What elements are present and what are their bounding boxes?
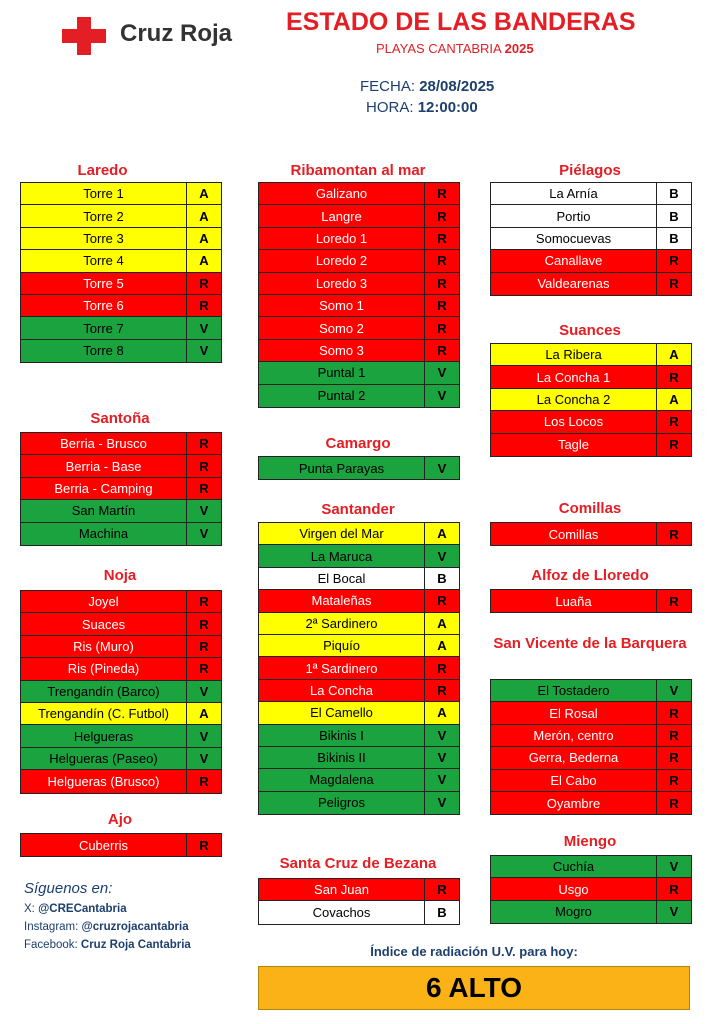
social-links bbox=[24, 880, 244, 957]
time-value: 12:00:00 bbox=[417, 99, 478, 116]
beach-row bbox=[491, 878, 691, 900]
beach-name: Galizano bbox=[259, 183, 425, 204]
beach-row bbox=[21, 703, 221, 725]
flag-status: V bbox=[199, 320, 209, 336]
beach-row bbox=[491, 680, 691, 702]
beach-row bbox=[21, 295, 221, 317]
flag-status: R bbox=[199, 837, 209, 853]
beach-row bbox=[21, 250, 221, 272]
flag-status: A bbox=[669, 347, 679, 363]
page-subtitle bbox=[376, 41, 534, 56]
beach-row bbox=[491, 273, 691, 295]
flag-status: R bbox=[669, 414, 679, 430]
beach-row bbox=[491, 702, 691, 724]
flag-status: B bbox=[669, 230, 679, 246]
social-lead: Síguenos en: bbox=[24, 880, 113, 897]
beach-row bbox=[21, 523, 221, 545]
beach-row bbox=[21, 273, 221, 295]
beach-name: Valdearenas bbox=[491, 273, 657, 295]
beach-row bbox=[491, 344, 691, 366]
beach-name: Bikinis II bbox=[259, 747, 425, 768]
flag-status: R bbox=[437, 882, 447, 898]
beach-table-ribamontan-al-mar bbox=[258, 182, 460, 408]
date-line bbox=[360, 78, 494, 95]
beach-name: Torre 7 bbox=[21, 317, 187, 338]
beach-row bbox=[491, 366, 691, 388]
subtitle-year: 2025 bbox=[504, 41, 534, 56]
beach-row bbox=[491, 523, 691, 545]
beach-row bbox=[259, 385, 459, 407]
beach-row bbox=[491, 411, 691, 433]
beach-name: Ris (Pineda) bbox=[21, 658, 187, 679]
beach-row bbox=[491, 590, 691, 612]
flag-status: R bbox=[669, 593, 679, 609]
beach-name: Berria - Camping bbox=[21, 478, 187, 499]
beach-name: Torre 1 bbox=[21, 183, 187, 204]
beach-name: El Cabo bbox=[491, 770, 657, 791]
social-facebook[interactable] bbox=[24, 939, 244, 951]
section-heading-laredo: Laredo bbox=[77, 162, 128, 179]
beach-name: Bikinis I bbox=[259, 725, 425, 746]
time-label: HORA: bbox=[366, 99, 414, 116]
beach-name: La Arnía bbox=[491, 183, 657, 204]
flag-status: R bbox=[199, 436, 209, 452]
beach-row bbox=[21, 228, 221, 250]
beach-name: 2ª Sardinero bbox=[259, 613, 425, 634]
flag-status: R bbox=[669, 772, 679, 788]
beach-name: Peligros bbox=[259, 792, 425, 814]
flag-status: V bbox=[669, 904, 679, 920]
beach-name: Canallave bbox=[491, 250, 657, 271]
beach-row bbox=[21, 205, 221, 227]
section-heading-santander: Santander bbox=[321, 501, 395, 518]
beach-row bbox=[491, 183, 691, 205]
flag-status: V bbox=[669, 859, 679, 875]
flag-status: R bbox=[669, 705, 679, 721]
beach-name: Somo 3 bbox=[259, 340, 425, 361]
beach-table-santa-cruz-de-bezana bbox=[258, 878, 460, 925]
beach-row bbox=[21, 748, 221, 770]
beach-name: San Martín bbox=[21, 500, 187, 521]
beach-row bbox=[259, 273, 459, 295]
beach-row bbox=[259, 680, 459, 702]
beach-table-miengo bbox=[490, 855, 692, 924]
social-x[interactable] bbox=[24, 903, 244, 915]
beach-table-ajo bbox=[20, 833, 222, 857]
flag-status: R bbox=[437, 230, 447, 246]
flag-status: R bbox=[669, 526, 679, 542]
beach-name: La Ribera bbox=[491, 344, 657, 365]
beach-name: Somo 2 bbox=[259, 317, 425, 338]
beach-name: La Concha bbox=[259, 680, 425, 701]
beach-name: El Rosal bbox=[491, 702, 657, 723]
beach-name: La Concha 2 bbox=[491, 389, 657, 410]
time-line bbox=[366, 99, 478, 116]
flag-status: B bbox=[669, 186, 679, 202]
beach-row bbox=[491, 250, 691, 272]
beach-table-noja bbox=[20, 590, 222, 794]
flag-status: A bbox=[437, 638, 447, 654]
beach-name: Oyambre bbox=[491, 792, 657, 814]
flag-status: V bbox=[199, 750, 209, 766]
beach-table-laredo bbox=[20, 182, 222, 363]
section-heading-miengo: Miengo bbox=[563, 833, 617, 850]
beach-row bbox=[21, 658, 221, 680]
flag-status: R bbox=[669, 276, 679, 292]
beach-table-pielagos bbox=[490, 182, 692, 296]
date-value: 28/08/2025 bbox=[419, 78, 495, 95]
flag-status: R bbox=[199, 616, 209, 632]
beach-name: San Juan bbox=[259, 879, 425, 900]
section-heading-ribamontan-al-mar: Ribamontan al mar bbox=[290, 162, 426, 179]
flag-status: A bbox=[199, 186, 209, 202]
beach-row bbox=[259, 769, 459, 791]
flag-status: R bbox=[437, 275, 447, 291]
beach-name: Cuchía bbox=[491, 856, 657, 877]
beach-table-santona bbox=[20, 432, 222, 546]
beach-name: El Bocal bbox=[259, 568, 425, 589]
beach-name: Helgueras (Paseo) bbox=[21, 748, 187, 769]
beach-row bbox=[21, 500, 221, 522]
beach-name: Cuberris bbox=[21, 834, 187, 856]
section-heading-pielagos: Piélagos bbox=[559, 162, 621, 179]
beach-row bbox=[491, 205, 691, 227]
section-heading-santona: Santoña bbox=[90, 410, 150, 427]
beach-name: Piquío bbox=[259, 635, 425, 656]
beach-name: Luaña bbox=[491, 590, 657, 612]
flag-status: A bbox=[199, 706, 209, 722]
beach-name: Covachos bbox=[259, 901, 425, 923]
beach-row bbox=[21, 455, 221, 477]
flag-status: R bbox=[669, 881, 679, 897]
flag-status: R bbox=[669, 750, 679, 766]
section-heading-santa-cruz-de-bezana: Santa Cruz de Bezana bbox=[279, 855, 437, 872]
beach-row bbox=[21, 183, 221, 205]
social-fb-handle: Cruz Roja Cantabria bbox=[80, 939, 191, 951]
flag-status: V bbox=[437, 388, 447, 404]
flag-status: V bbox=[669, 683, 679, 699]
beach-row bbox=[491, 434, 691, 456]
flag-status: A bbox=[199, 208, 209, 224]
beach-name: Puntal 1 bbox=[259, 362, 425, 383]
beach-name: Tagle bbox=[491, 434, 657, 456]
beach-name: Loredo 1 bbox=[259, 228, 425, 249]
flag-status: R bbox=[437, 208, 447, 224]
beach-name: 1ª Sardinero bbox=[259, 657, 425, 678]
beach-name: Torre 3 bbox=[21, 228, 187, 249]
beach-table-suances bbox=[490, 343, 692, 457]
beach-name: Trengandín (Barco) bbox=[21, 681, 187, 702]
beach-name: Suaces bbox=[21, 613, 187, 634]
beach-name: Virgen del Mar bbox=[259, 523, 425, 544]
beach-row bbox=[21, 340, 221, 362]
beach-name: Merón, centro bbox=[491, 725, 657, 746]
beach-row bbox=[491, 747, 691, 769]
beach-name: Mogro bbox=[491, 901, 657, 923]
subtitle-region: PLAYAS CANTABRIA bbox=[376, 41, 501, 56]
page-title: ESTADO DE LAS BANDERAS bbox=[286, 8, 636, 36]
beach-name: Berria - Brusco bbox=[21, 433, 187, 454]
flag-status: V bbox=[437, 750, 447, 766]
flag-status: R bbox=[199, 458, 209, 474]
beach-row bbox=[259, 702, 459, 724]
beach-row bbox=[259, 228, 459, 250]
flag-status: R bbox=[199, 480, 209, 496]
flag-status: V bbox=[199, 503, 209, 519]
social-ig-handle: @cruzrojacantabria bbox=[81, 921, 189, 933]
beach-name: Helgueras bbox=[21, 725, 187, 746]
flag-status: V bbox=[437, 772, 447, 788]
beach-name: El Tostadero bbox=[491, 680, 657, 701]
beach-row bbox=[21, 681, 221, 703]
beach-table-san-vicente-de-la-barquera bbox=[490, 679, 692, 815]
flag-status: V bbox=[437, 460, 447, 476]
beach-row bbox=[259, 613, 459, 635]
beach-row bbox=[259, 545, 459, 567]
social-instagram[interactable] bbox=[24, 921, 244, 933]
beach-name: Trengandín (C. Futbol) bbox=[21, 703, 187, 724]
beach-row bbox=[259, 523, 459, 545]
beach-name: Gerra, Bederna bbox=[491, 747, 657, 768]
beach-row bbox=[21, 770, 221, 792]
beach-name: Portio bbox=[491, 205, 657, 226]
beach-row bbox=[259, 340, 459, 362]
beach-row bbox=[21, 834, 221, 856]
beach-row bbox=[491, 792, 691, 814]
beach-name: Langre bbox=[259, 205, 425, 226]
flag-status: R bbox=[437, 298, 447, 314]
beach-row bbox=[259, 747, 459, 769]
beach-name: Berria - Base bbox=[21, 455, 187, 476]
beach-row bbox=[21, 613, 221, 635]
flag-status: R bbox=[199, 594, 209, 610]
beach-name: Torre 4 bbox=[21, 250, 187, 271]
beach-row bbox=[259, 457, 459, 479]
social-x-handle: @CRECantabria bbox=[38, 903, 127, 915]
flag-status: R bbox=[199, 661, 209, 677]
beach-row bbox=[21, 725, 221, 747]
beach-table-comillas bbox=[490, 522, 692, 546]
flag-status: B bbox=[437, 570, 447, 586]
beach-row bbox=[259, 725, 459, 747]
beach-row bbox=[259, 590, 459, 612]
beach-name: Los Locos bbox=[491, 411, 657, 432]
beach-name: Helgueras (Brusco) bbox=[21, 770, 187, 792]
beach-table-santander bbox=[258, 522, 460, 815]
date-label: FECHA: bbox=[360, 78, 416, 95]
beach-row bbox=[259, 362, 459, 384]
uv-index-label: Índice de radiación U.V. para hoy: bbox=[370, 944, 578, 959]
beach-row bbox=[259, 901, 459, 923]
flag-status: A bbox=[437, 526, 447, 542]
beach-row bbox=[21, 317, 221, 339]
beach-row bbox=[259, 317, 459, 339]
flag-status: A bbox=[437, 705, 447, 721]
beach-name: Torre 6 bbox=[21, 295, 187, 316]
flag-status: R bbox=[669, 437, 679, 453]
beach-name: Joyel bbox=[21, 591, 187, 612]
flag-status: R bbox=[437, 342, 447, 358]
section-heading-san-vicente-de-la-barquera: San Vicente de la Barquera bbox=[493, 635, 687, 652]
brand-name: Cruz Roja bbox=[120, 20, 233, 47]
beach-row bbox=[259, 792, 459, 814]
section-heading-camargo: Camargo bbox=[325, 435, 391, 452]
flag-status: V bbox=[199, 728, 209, 744]
beach-name: Machina bbox=[21, 523, 187, 545]
beach-name: Torre 8 bbox=[21, 340, 187, 362]
flag-status: B bbox=[437, 905, 447, 921]
section-heading-suances: Suances bbox=[559, 322, 621, 339]
flag-status: R bbox=[437, 682, 447, 698]
beach-name: Puntal 2 bbox=[259, 385, 425, 407]
beach-name: Torre 5 bbox=[21, 273, 187, 294]
beach-row bbox=[491, 725, 691, 747]
flag-status: B bbox=[669, 208, 679, 224]
flag-status: V bbox=[199, 683, 209, 699]
section-heading-comillas: Comillas bbox=[558, 500, 622, 517]
beach-row bbox=[21, 478, 221, 500]
beach-row bbox=[21, 591, 221, 613]
beach-row bbox=[259, 250, 459, 272]
social-ig-label: Instagram: bbox=[24, 921, 79, 933]
flag-status: R bbox=[669, 253, 679, 269]
beach-row bbox=[259, 635, 459, 657]
section-heading-noja: Noja bbox=[103, 567, 137, 584]
social-fb-label: Facebook: bbox=[24, 939, 78, 951]
flag-status: R bbox=[437, 660, 447, 676]
beach-name: El Camello bbox=[259, 702, 425, 723]
beach-name: Loredo 2 bbox=[259, 250, 425, 271]
flag-status: V bbox=[199, 526, 209, 542]
flag-status: A bbox=[669, 391, 679, 407]
flag-status: V bbox=[437, 727, 447, 743]
beach-row bbox=[491, 389, 691, 411]
beach-name: Somo 1 bbox=[259, 295, 425, 316]
beach-row bbox=[259, 205, 459, 227]
flag-status: R bbox=[437, 186, 447, 202]
flag-status: R bbox=[669, 795, 679, 811]
flag-status: R bbox=[669, 369, 679, 385]
section-heading-alfoz-de-lloredo: Alfoz de Lloredo bbox=[531, 567, 649, 584]
beach-name: Loredo 3 bbox=[259, 273, 425, 294]
beach-row bbox=[259, 295, 459, 317]
beach-table-camargo bbox=[258, 456, 460, 480]
flag-status: A bbox=[437, 615, 447, 631]
flag-status: V bbox=[437, 548, 447, 564]
flag-status: R bbox=[437, 320, 447, 336]
flag-status: V bbox=[437, 365, 447, 381]
flag-status: R bbox=[199, 773, 209, 789]
section-heading-ajo: Ajo bbox=[107, 811, 133, 828]
flag-status: R bbox=[437, 593, 447, 609]
flag-status: V bbox=[437, 795, 447, 811]
social-x-label: X: bbox=[24, 903, 35, 915]
cruz-roja-logo bbox=[62, 14, 262, 54]
flag-status: A bbox=[199, 253, 209, 269]
beach-name: Ris (Muro) bbox=[21, 636, 187, 657]
uv-index-value: 6 ALTO bbox=[258, 966, 690, 1010]
beach-name: Punta Parayas bbox=[259, 457, 425, 479]
beach-row bbox=[491, 228, 691, 250]
beach-row bbox=[491, 901, 691, 923]
beach-row bbox=[491, 856, 691, 878]
beach-name: Comillas bbox=[491, 523, 657, 545]
beach-row bbox=[259, 657, 459, 679]
flag-status: A bbox=[199, 230, 209, 246]
flag-status: R bbox=[199, 298, 209, 314]
beach-name: La Concha 1 bbox=[491, 366, 657, 387]
beach-name: Usgo bbox=[491, 878, 657, 899]
flag-status: R bbox=[199, 275, 209, 291]
beach-row bbox=[21, 433, 221, 455]
beach-row bbox=[259, 183, 459, 205]
beach-row bbox=[491, 770, 691, 792]
beach-row bbox=[259, 568, 459, 590]
beach-row bbox=[259, 879, 459, 901]
flag-status: R bbox=[437, 253, 447, 269]
flag-status: R bbox=[199, 638, 209, 654]
flag-status: V bbox=[199, 343, 209, 359]
beach-name: Magdalena bbox=[259, 769, 425, 790]
beach-name: La Maruca bbox=[259, 545, 425, 566]
beach-name: Torre 2 bbox=[21, 205, 187, 226]
flag-status: R bbox=[669, 727, 679, 743]
beach-name: Mataleñas bbox=[259, 590, 425, 611]
beach-row bbox=[21, 636, 221, 658]
red-cross-icon bbox=[62, 17, 106, 55]
beach-name: Somocuevas bbox=[491, 228, 657, 249]
beach-table-alfoz-de-lloredo bbox=[490, 589, 692, 613]
